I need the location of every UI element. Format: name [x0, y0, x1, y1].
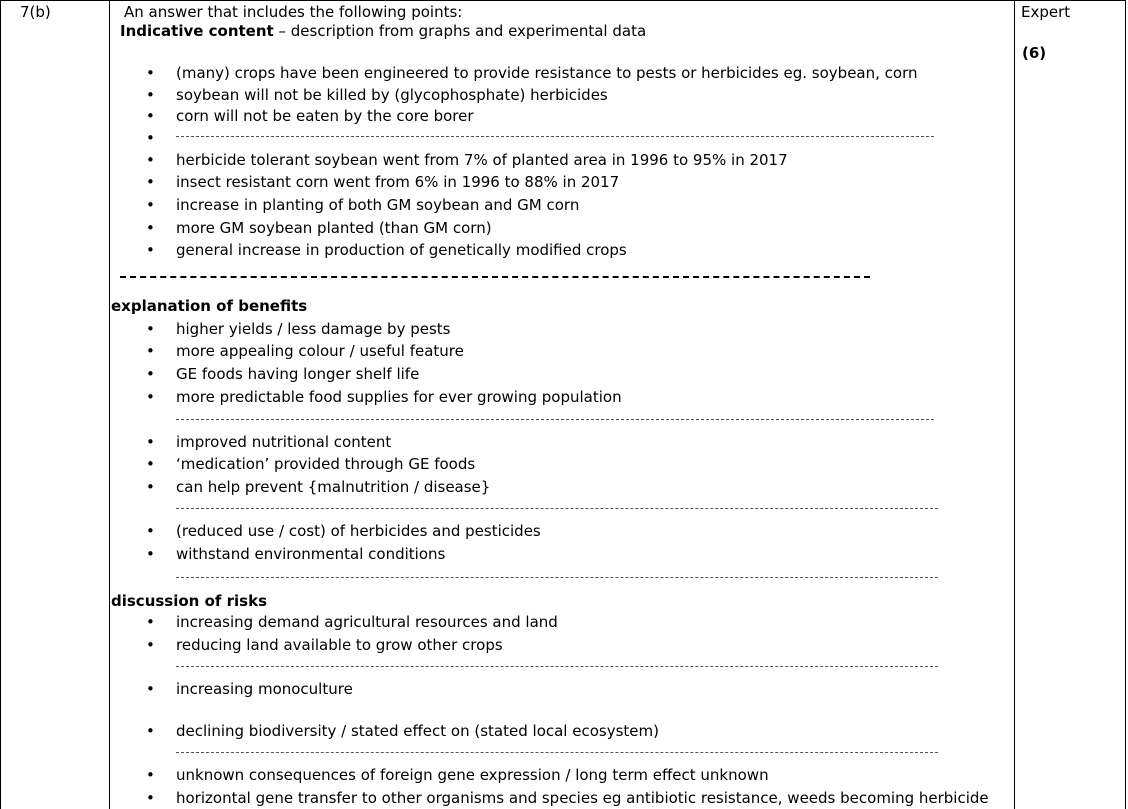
- bullet-icon: •: [146, 342, 155, 360]
- bullet-icon: •: [146, 478, 155, 496]
- bullet-icon: •: [146, 613, 155, 631]
- separator-4: [176, 577, 938, 578]
- group2-item: general increase in production of genetically modified crops: [176, 241, 627, 259]
- bullet-icon: •: [146, 241, 155, 259]
- indicative-description: – description from graphs and experimental data: [273, 22, 647, 40]
- separator-6: [176, 752, 938, 753]
- column-divider-question: [109, 0, 110, 809]
- risks1-item: reducing land available to grow other crops: [176, 636, 503, 654]
- benefits3-item: (reduced use / cost) of herbicides and pesticides: [176, 522, 541, 540]
- risks2-item: declining biodiversity / stated effect on (stated local ecosystem): [176, 722, 659, 740]
- table-left-border: [0, 0, 1, 809]
- column-divider-content: [1014, 0, 1015, 809]
- risks2-item: increasing monoculture: [176, 680, 353, 698]
- bullet-icon: •: [146, 388, 155, 406]
- bullet-icon: •: [146, 107, 155, 125]
- group1-item: corn will not be eaten by the core borer: [176, 107, 474, 125]
- bullet-icon: •: [146, 365, 155, 383]
- table-top-border: [0, 0, 1126, 1]
- section-separator: [120, 276, 870, 278]
- benefits3-item: withstand environmental conditions: [176, 545, 446, 563]
- bullet-icon: •: [146, 129, 155, 147]
- separator-1: [176, 136, 934, 137]
- risks3-item: unknown consequences of foreign gene expression / long term effect unknown: [176, 766, 769, 784]
- risks1-item: increasing demand agricultural resources and land: [176, 613, 558, 631]
- bullet-icon: •: [146, 522, 155, 540]
- bullet-icon: •: [146, 173, 155, 191]
- indicative-label: Indicative content: [120, 22, 274, 40]
- group1-item: soybean will not be killed by (glycophosphate) herbicides: [176, 86, 608, 104]
- risks3-item: horizontal gene transfer to other organisms and species eg antibiotic resistance, weeds becoming herbicide: [176, 789, 989, 807]
- bullet-icon: •: [146, 636, 155, 654]
- bullet-icon: •: [146, 320, 155, 338]
- bullet-icon: •: [146, 64, 155, 82]
- bullet-icon: •: [146, 789, 155, 807]
- benefits1-item: higher yields / less damage by pests: [176, 320, 451, 338]
- bullet-icon: •: [146, 196, 155, 214]
- separator-3: [176, 508, 938, 509]
- marks-label: (6): [1022, 44, 1047, 62]
- bullet-icon: •: [146, 455, 155, 473]
- risks-heading: discussion of risks: [111, 592, 268, 610]
- group2-item: increase in planting of both GM soybean and GM corn: [176, 196, 580, 214]
- bullet-icon: •: [146, 151, 155, 169]
- bullet-icon: •: [146, 545, 155, 563]
- group1-item: (many) crops have been engineered to provide resistance to pests or herbicides eg. soybean, corn: [176, 64, 918, 82]
- bullet-icon: •: [146, 680, 155, 698]
- separator-2: [176, 419, 934, 420]
- benefits2-item: can help prevent {malnutrition / disease}: [176, 478, 491, 496]
- separator-5: [176, 666, 938, 667]
- level-label: Expert: [1021, 3, 1071, 21]
- group2-item: insect resistant corn went from 6% in 1996 to 88% in 2017: [176, 173, 620, 191]
- group2-item: herbicide tolerant soybean went from 7% of planted area in 1996 to 95% in 2017: [176, 151, 788, 169]
- group2-item: more GM soybean planted (than GM corn): [176, 219, 492, 237]
- benefits1-item: more predictable food supplies for ever growing population: [176, 388, 622, 406]
- benefits1-item: GE foods having longer shelf life: [176, 365, 420, 383]
- answer-intro: An answer that includes the following points:: [124, 3, 463, 21]
- benefits2-item: improved nutritional content: [176, 433, 392, 451]
- benefits-heading: explanation of benefits: [111, 297, 308, 315]
- table-right-border: [1125, 0, 1126, 809]
- question-number: 7(b): [20, 3, 51, 21]
- bullet-icon: •: [146, 433, 155, 451]
- bullet-icon: •: [146, 766, 155, 784]
- indicative-content-line: [120, 22, 646, 40]
- benefits1-item: more appealing colour / useful feature: [176, 342, 464, 360]
- benefits2-item: ‘medication’ provided through GE foods: [176, 455, 476, 473]
- bullet-icon: •: [146, 219, 155, 237]
- bullet-icon: •: [146, 86, 155, 104]
- bullet-icon: •: [146, 722, 155, 740]
